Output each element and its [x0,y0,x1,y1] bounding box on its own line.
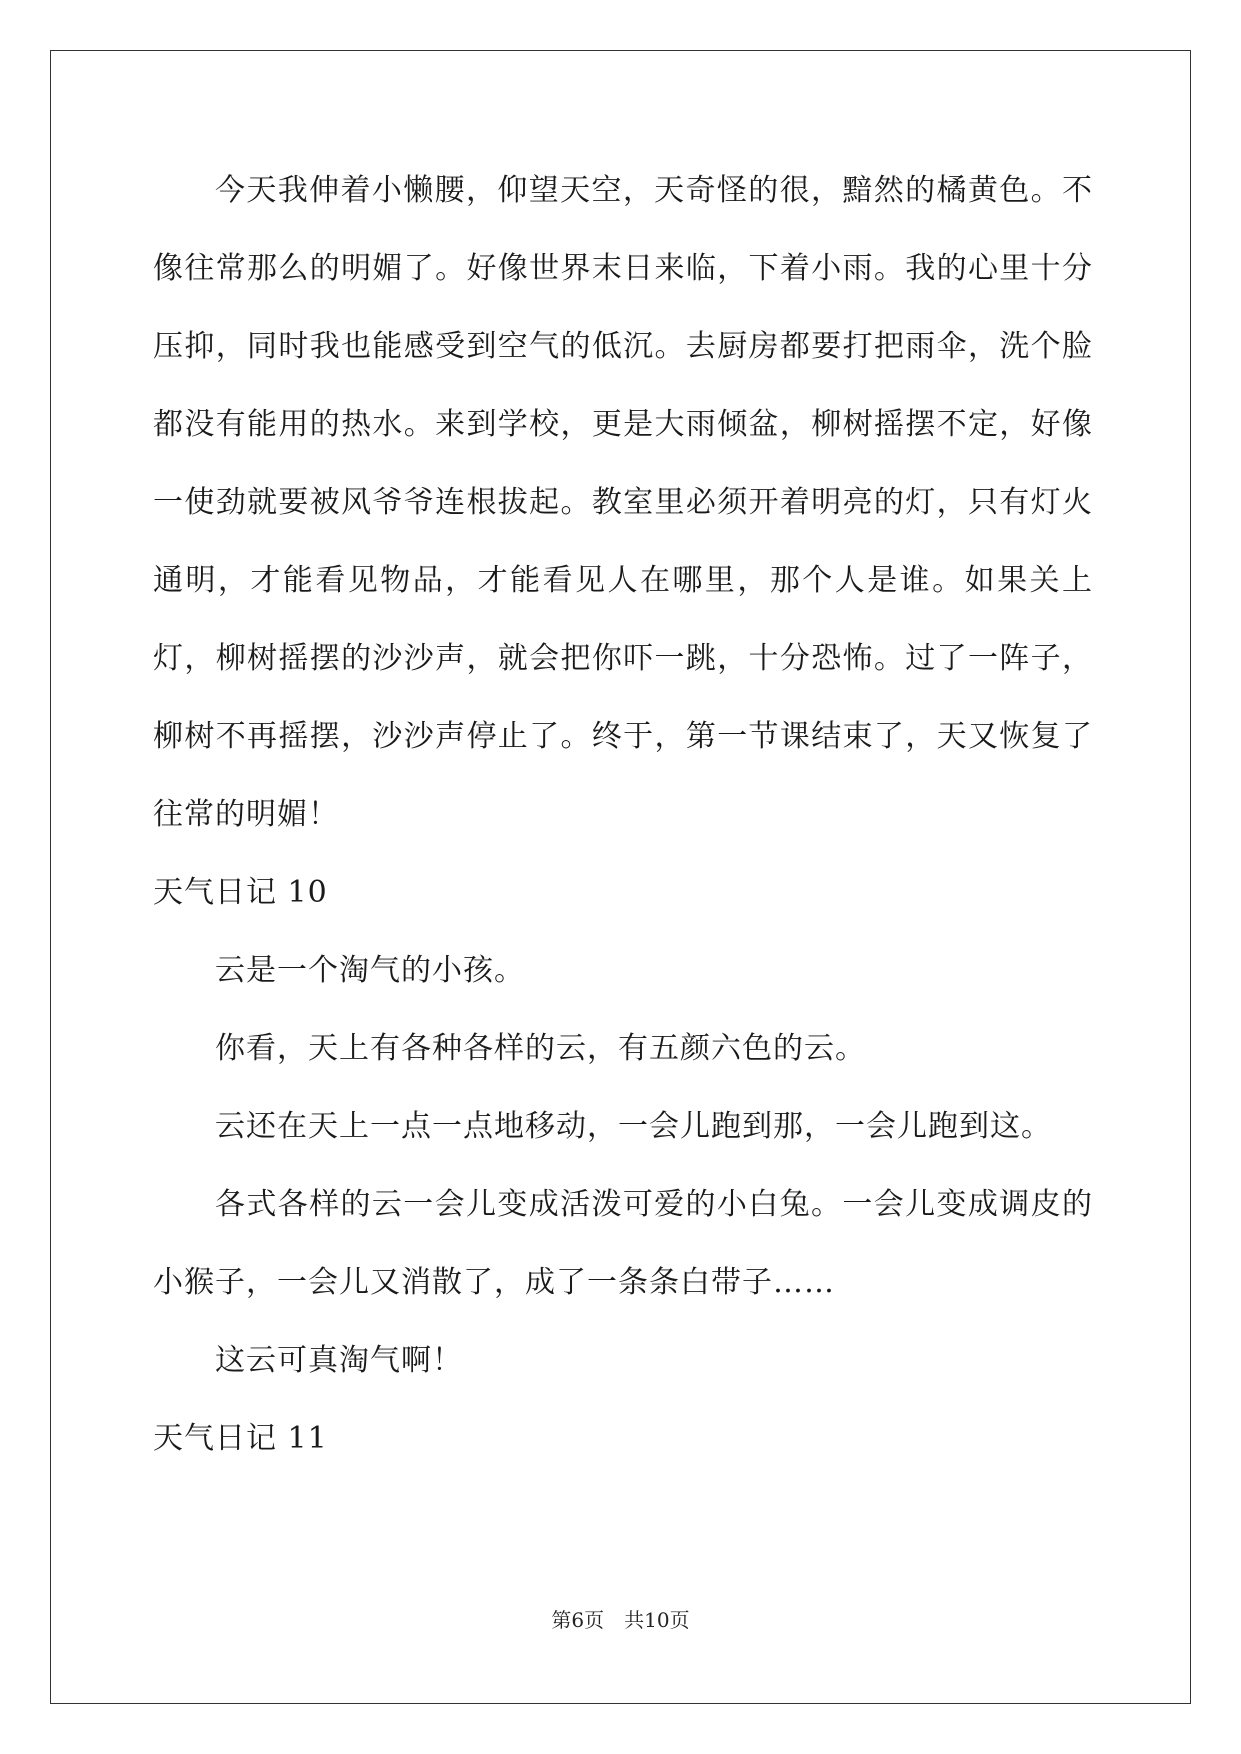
section-heading-diary-10: 天气日记 10 [153,875,328,910]
page-number-footer: 第6页 共10页 [551,1608,690,1632]
paragraph-weather-morning: 今天我伸着小懒腰，仰望天空，天奇怪的很，黯然的橘黄色。不像往常那么的明媚了。好像世界末日来临，下着小雨。我的心里十分压抑，同时我也能感受到空气的低沉。去厨房都要打把雨伞，洗个脸都没有能用的热水。来到学校，更是大雨倾盆，柳树摇摆不定，好像一使劲就要被风爷爷连根拔起。教室里必须开着明亮的灯，只有灯火通明，才能看见物品，才能看见人在哪里，那个人是谁。如果关上灯，柳树摇摆的沙沙声，就会把你吓一跳，十分恐怖。过了一阵子，柳树不再摇摆，沙沙声停止了。终于，第一节课结束了，天又恢复了往常的明媚！ [153,173,1093,832]
paragraph-cloud-intro: 云是一个淘气的小孩。 [215,953,525,988]
paragraph-cloud-moving: 云还在天上一点一点地移动，一会儿跑到那，一会儿跑到这。 [215,1109,1052,1144]
document-body [153,152,1093,1478]
paragraph-cloud-shapes: 各式各样的云一会儿变成活泼可爱的小白兔。一会儿变成调皮的小猴子，一会儿又消散了，成了一条条白带子…… [153,1187,1093,1300]
paragraph-cloud-naughty: 这云可真淘气啊！ [215,1343,463,1378]
paragraph-cloud-colors: 你看，天上有各种各样的云，有五颜六色的云。 [215,1031,866,1066]
section-heading-diary-11: 天气日记 11 [153,1421,328,1456]
